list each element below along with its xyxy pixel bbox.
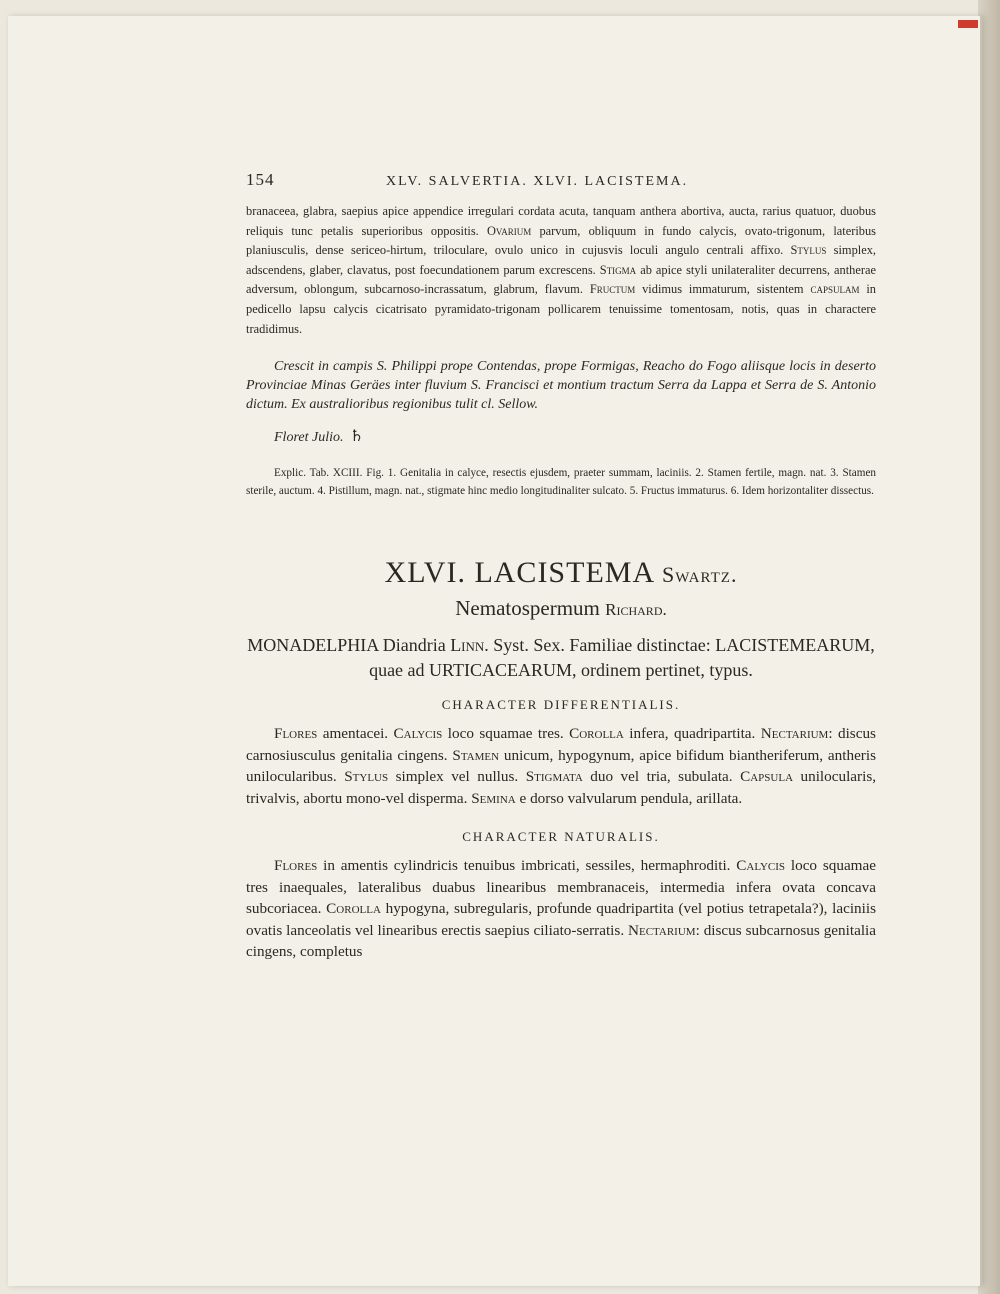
text-run: unilocularis, trivalvis, abortu mono-vel disperma. xyxy=(246,768,877,807)
section-heading-naturalis: CHARACTER NATURALIS. xyxy=(462,829,660,845)
floret-text: Floret Julio. xyxy=(274,430,344,446)
genus-name: XLVI. LACISTEMA xyxy=(384,556,654,590)
text-run: hypogyna, subregularis, profunde quadripartita (vel potius tetrapetala?), laciniis ovatis lanceolatis vel linearibus erectis saepius ciliato-serratis. xyxy=(246,900,876,939)
term-capsula: Capsula xyxy=(740,768,794,786)
term-semina: Semina xyxy=(471,789,516,807)
term-stigmata: Stigmata xyxy=(525,768,583,786)
author-linn: Linn. xyxy=(450,635,489,656)
page-header xyxy=(246,170,876,190)
term-flores: Flores xyxy=(274,857,318,875)
text-run: ab apice styli unilateraliter decurrens, antherae adversum, oblongum, subcarnoso-incrassatum, glabrum, flavum. xyxy=(246,262,876,297)
synonym-name: Nematospermum xyxy=(455,596,600,621)
naturalis-paragraph xyxy=(246,855,876,963)
genus-synonym xyxy=(246,596,876,621)
text-run: unicum, hypogynum, apice bifidum biantheriferum, antheris unilocularibus. xyxy=(246,746,876,786)
text-run: : discus subcarnosus genitalia cingens, completus xyxy=(246,921,877,961)
genus-author: Swartz. xyxy=(661,562,738,588)
term-flores: Flores xyxy=(274,725,318,743)
text-run: : discus carnosiusculus genitalia cingens. xyxy=(246,725,876,764)
genus-title xyxy=(246,556,876,590)
description-paragraph xyxy=(246,202,876,339)
text-run: in amentis cylindricis tenuibus imbricati, sessiles, hermaphroditi. xyxy=(317,857,737,875)
habitat-paragraph: Crescit in campis S. Philippi prope Contendas, prope Formigas, Reacho do Fogo aliisque locis in deserto Provinciae Minas Geräes inter fluvium S. Francisci et montium tractum Serra da Lappa et Serra de S. Antonio dictum. Ex australioribus regionibus tulit cl. Sellow. xyxy=(246,359,876,413)
term-stylus: Stylus xyxy=(344,768,389,786)
term-calycis: Calycis xyxy=(736,857,786,875)
text-run: branaceea, glabra, saepius apice appendice irregulari cordata acuta, tanquam anthera abortiva, aucta, rarius quatuor, duobus reliquis tunc petalis superioribus oppositis. xyxy=(246,204,876,238)
bookmark-tab xyxy=(958,20,978,28)
term-fructum: Fructum xyxy=(589,282,636,297)
page-content xyxy=(246,170,876,963)
classification-paragraph xyxy=(246,633,876,683)
text-run: loco squamae tres. xyxy=(442,725,570,743)
term-calycis: Calycis xyxy=(393,725,443,743)
page-number: 154 xyxy=(246,170,275,189)
text-run: duo vel tria, subulata. xyxy=(582,768,741,786)
term-capsulam: capsulam xyxy=(810,282,860,297)
text-run: parvum, obliquum in fundo calycis, ovato-trigonum, lateribus planiusculis, dense sericeo-hirtum, triloculare, ovulo unico in cujusvis loculi angulo centrali affixo. xyxy=(246,223,876,258)
term-ovarium: Ovarium xyxy=(486,223,532,238)
running-title: XLV. SALVERTIA. XLVI. LACISTEMA. xyxy=(386,174,689,189)
term-stamen: Stamen xyxy=(452,746,500,764)
shrub-symbol-icon: ♄ xyxy=(349,428,364,446)
text-run: loco squamae tres inaequales, lateralibus duabus linearibus membranaceis, intermedia infera ovata concava subcoriacea. xyxy=(246,857,876,918)
term-stigma: Stigma xyxy=(599,262,637,277)
section-heading-differentialis: CHARACTER DIFFERENTIALIS. xyxy=(441,697,681,713)
differentialis-paragraph xyxy=(246,723,876,809)
flowering-note xyxy=(274,426,876,446)
text-run: MONADELPHIA Diandria xyxy=(247,635,451,656)
text-run: amentacei. xyxy=(317,725,394,743)
text-run: simplex vel nullus. xyxy=(388,768,526,786)
term-corolla: Corolla xyxy=(326,900,381,918)
synonym-author: Richard. xyxy=(605,600,667,620)
term-nectarium: Nectarium xyxy=(760,725,829,743)
text-run: simplex, adscendens, glaber, clavatus, post foecundationem parum excrescens. xyxy=(246,243,876,277)
text-run: Syst. Sex. Familiae distinctae: LACISTEMEARUM, quae ad URTICACEARUM, ordinem pertinet, typus. xyxy=(369,635,875,681)
text-run: infera, quadripartita. xyxy=(623,725,761,743)
text-run: e dorso valvularum pendula, arillata. xyxy=(515,789,743,807)
text-run: vidimus immaturum, sistentem xyxy=(635,282,811,297)
plate-explanation: Explic. Tab. XCIII. Fig. 1. Genitalia in calyce, resectis ejusdem, praeter summam, laciniis. 2. Stamen fertile, magn. nat. 3. Stamen sterile, auctum. 4. Pistillum, magn. nat., stigmate hinc medio longitudinaliter sulcato. 5. Fructus immaturus. 6. Idem horizontaliter dissectus. xyxy=(246,467,876,498)
term-nectarium: Nectarium xyxy=(628,921,696,939)
text-run: in pedicello lapsu calycis cicatrisato pyramidato-trigonam pollicarem tenuissime tomentosam, notis, quas in charactere tradidimus. xyxy=(246,282,876,336)
term-stylus: Stylus xyxy=(790,243,827,258)
term-corolla: Corolla xyxy=(569,725,624,743)
